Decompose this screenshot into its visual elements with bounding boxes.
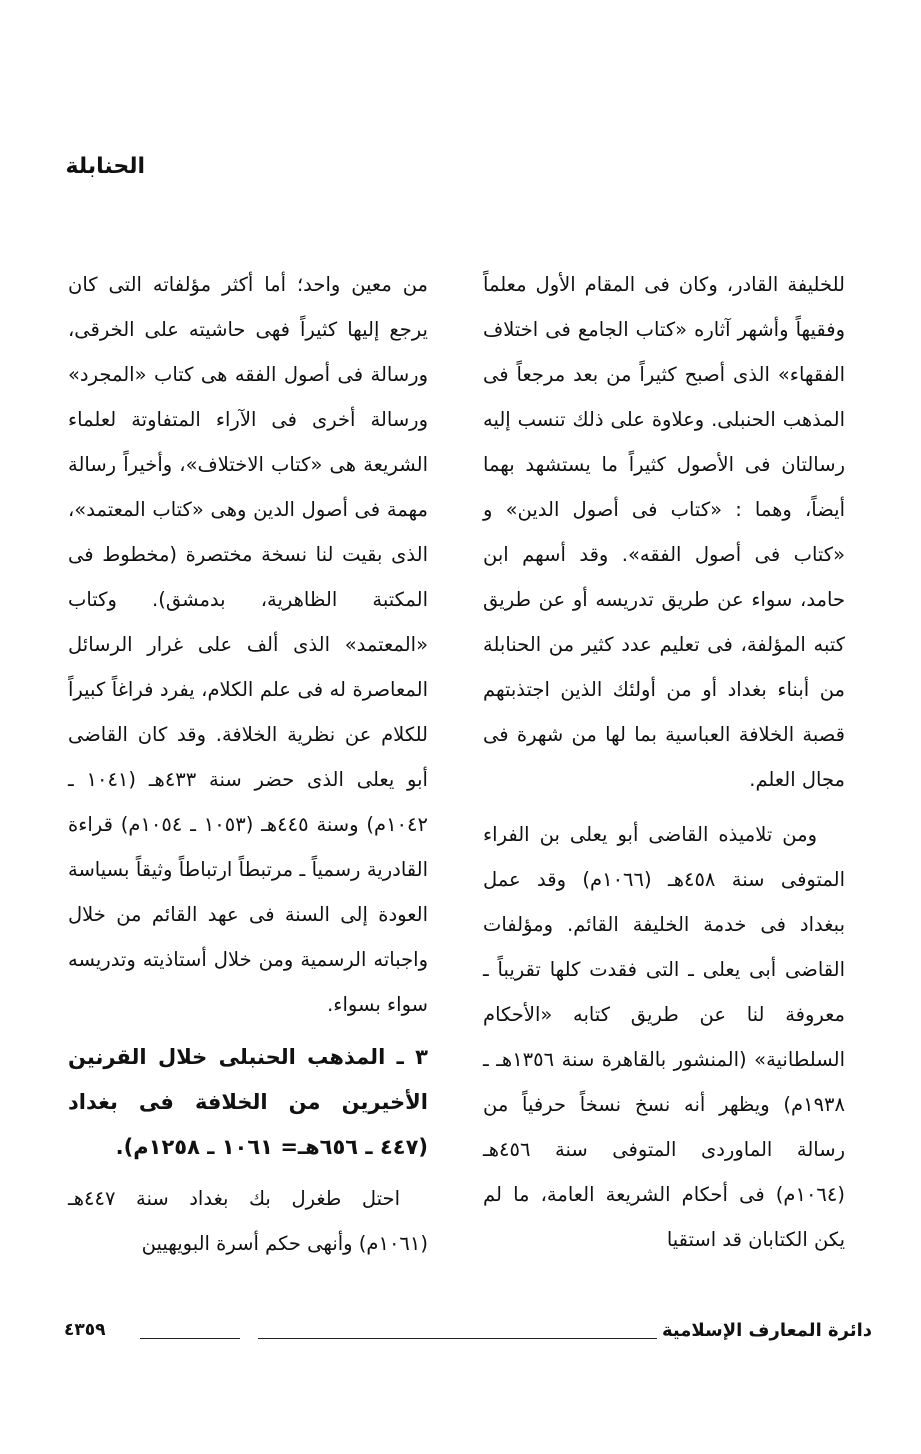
right-text-column: [483, 262, 845, 1262]
body-paragraph: من معين واحد؛ أما أكثر مؤلفاته التى كان يرجع إليها كثيراً فهى حاشيته على الخرقى، ورسالة فى أصول الفقه هى كتاب «المجرد» ورسالة أخرى فى الآراء المتفاوتة لعلماء الشريعة هى «كتاب الاختلاف»، وأخيراً رسالة مهمة فى أصول الدين وهى «كتاب المعتمد»، الذى بقيت لنا نسخة مختصرة (مخطوط فى المكتبة الظاهرية، بدمشق). وكتاب «المعتمد» الذى ألف على غرار الرسائل المعاصرة له فى علم الكلام، يفرد فراغاً كبيراً للكلام عن نظرية الخلافة. وقد كان القاضى أبو يعلى الذى حضر سنة ٤٣٣هـ (١٠٤١ ـ ١٠٤٢م) وسنة ٤٤٥هـ (١٠٥٣ ـ ١٠٥٤م) قراءة القادرية رسمياً ـ مرتبطاً ارتباطاً وثيقاً بسياسة العودة إلى السنة فى عهد القائم من خلال واجباته الرسمية ومن خلال أستاذيته وتدريسه سواء بسواء.: [68, 273, 428, 1016]
page-number: ٤٣٥٩: [64, 1320, 106, 1340]
section-heading: ٣ ـ المذهب الحنبلى خلال القرنين الأخيرين من الخلافة فى بغداد (٤٤٧ ـ ٦٥٦هـ= ١٠٦١ ـ ١٢٥٨م).: [68, 1045, 428, 1159]
body-paragraph: للخليفة القادر، وكان فى المقام الأول معلماً وفقيهاً وأشهر آثاره «كتاب الجامع فى اختلاف الفقهاء» الذى أصبح كثيراً من بعد مرجعاً فى المذهب الحنبلى. وعلاوة على ذلك تنسب إليه رسالتان فى الأصول كثيراً ما يستشهد بهما أيضاً، وهما : «كتاب فى أصول الدين» و «كتاب فى أصول الفقه». وقد أسهم ابن حامد، سواء عن طريق تدريسه أو عن طريق كتبه المؤلفة، فى تعليم عدد كثير من الحنابلة من أبناء بغداد أو من أولئك الذين اجتذبتهم قصبة الخلافة العباسية بما لها من شهرة فى مجال العلم.: [483, 273, 845, 791]
page-footer: [64, 1318, 872, 1358]
running-header-title: الحنابلة: [65, 154, 145, 179]
body-paragraph: ومن تلاميذه القاضى أبو يعلى بن الفراء المتوفى سنة ٤٥٨هـ (١٠٦٦م) وقد عمل ببغداد فى خدمة الخليفة القائم. ومؤلفات القاضى أبى يعلى ـ التى فقدت كلها تقريباً ـ معروفة لنا عن طريق كتابه «الأحكام السلطانية» (المنشور بالقاهرة سنة ١٣٥٦هـ ـ ١٩٣٨م) ويظهر أنه نسخ نسخاً حرفياً من رسالة الماوردى المتوفى سنة ٤٥٦هـ (١٠٦٤م) فى أحكام الشريعة العامة، ما لم يكن الكتابان قد استقيا: [483, 823, 845, 1251]
encyclopedia-title: دائرة المعارف الإسلامية: [661, 1320, 872, 1341]
footer-divider-gap: [240, 1336, 258, 1342]
footer-divider: [140, 1338, 657, 1339]
body-paragraph: احتل طغرل بك بغداد سنة ٤٤٧هـ (١٠٦١م) وأنهى حكم أسرة البويهيين: [68, 1187, 428, 1255]
left-text-column: [68, 262, 428, 1266]
